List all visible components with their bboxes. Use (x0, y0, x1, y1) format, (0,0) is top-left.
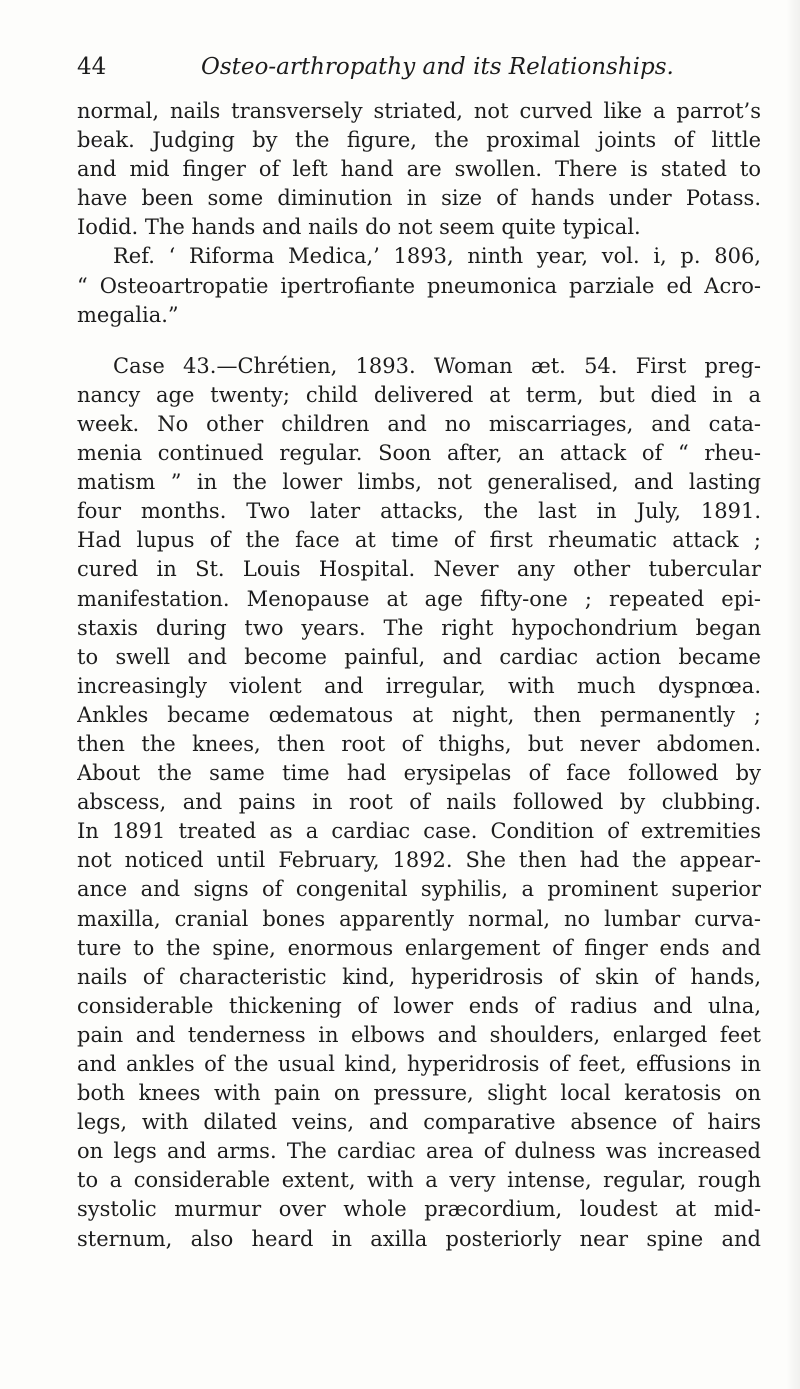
text-line: “ Osteoartropatie ipertrofiante pneumonica parziale ed Acro- (77, 273, 761, 298)
text-line: on legs and arms. The cardiac area of dulness was increased (77, 1139, 761, 1164)
text-line: systolic murmur over whole præcordium, loudest at mid- (77, 1197, 761, 1222)
running-header (77, 50, 757, 84)
text-line: In 1891 treated as a cardiac case. Condition of extremities (77, 819, 761, 844)
text-line: ture to the spine, enormous enlargement of finger ends and (77, 935, 761, 960)
text-line: not noticed until February, 1892. She then had the appear- (77, 848, 761, 873)
text-line: increasingly violent and irregular, with much dyspnœa. (77, 673, 761, 698)
text-line: both knees with pain on pressure, slight local keratosis on (77, 1081, 761, 1106)
paragraph (77, 97, 761, 242)
text-line: considerable thickening of lower ends of radius and ulna, (77, 993, 761, 1018)
text-line: abscess, and pains in root of nails followed by clubbing. (77, 790, 761, 815)
text-line: maxilla, cranial bones apparently normal, no lumbar curva- (77, 906, 761, 931)
text-line: four months. Two later attacks, the last in July, 1891. (77, 499, 761, 524)
text-line: to a considerable extent, with a very intense, regular, rough (77, 1168, 761, 1193)
text-line: beak. Judging by the figure, the proximal joints of little (77, 128, 761, 153)
page-number: 44 (77, 54, 107, 80)
text-line: manifestation. Menopause at age fifty-one ; repeated epi- (77, 586, 761, 611)
body-text (77, 97, 761, 1254)
text-line: matism ” in the lower limbs, not generalised, and lasting (77, 470, 761, 495)
text-line: normal, nails transversely striated, not curved like a parrot’s (77, 99, 761, 123)
text-line: menia continued regular. Soon after, an attack of “ rheu- (77, 441, 761, 466)
page-edge-shadow (786, 0, 800, 1389)
text-line: About the same time had erysipelas of face followed by (77, 761, 761, 786)
text-line: nancy age twenty; child delivered at term, but died in a (77, 382, 761, 407)
text-line: Case 43.—Chrétien, 1893. Woman æt. 54. First preg- (113, 353, 761, 378)
paragraph (77, 352, 761, 1254)
text-line: Iodid. The hands and nails do not seem quite typical. (77, 215, 641, 240)
text-line: ance and signs of congenital syphilis, a prominent superior (77, 877, 761, 902)
text-line: week. No other children and no miscarriages, and cata- (77, 411, 761, 436)
text-line: legs, with dilated veins, and comparative absence of hairs (77, 1110, 761, 1135)
text-line: cured in St. Louis Hospital. Never any other tubercular (77, 557, 761, 582)
paragraph-gap (77, 330, 761, 352)
text-line: pain and tenderness in elbows and shoulders, enlarged feet (77, 1022, 761, 1047)
paragraph (77, 242, 761, 329)
text-line: Had lupus of the face at time of first rheumatic attack ; (77, 528, 761, 553)
text-line: Ref. ‘ Riforma Medica,’ 1893, ninth year, vol. i, p. 806, (113, 244, 761, 269)
text-line: Ankles became œdematous at night, then permanently ; (77, 702, 761, 727)
text-line: and mid finger of left hand are swollen. There is stated to (77, 157, 761, 182)
text-line: have been some diminution in size of hands under Potass. (77, 186, 761, 211)
text-line: megalia.” (77, 302, 179, 327)
text-line: then the knees, then root of thighs, but never abdomen. (77, 731, 761, 756)
text-line: nails of characteristic kind, hyperidrosis of skin of hands, (77, 964, 761, 989)
text-line: and ankles of the usual kind, hyperidrosis of feet, effusions in (77, 1052, 761, 1076)
text-line: staxis during two years. The right hypochondrium began (77, 615, 761, 640)
running-title: Osteo-arthropathy and its Relationships. (201, 54, 674, 80)
text-line: to swell and become painful, and cardiac action became (77, 644, 761, 669)
text-line: sternum, also heard in axilla posteriorly near spine and (77, 1226, 761, 1251)
